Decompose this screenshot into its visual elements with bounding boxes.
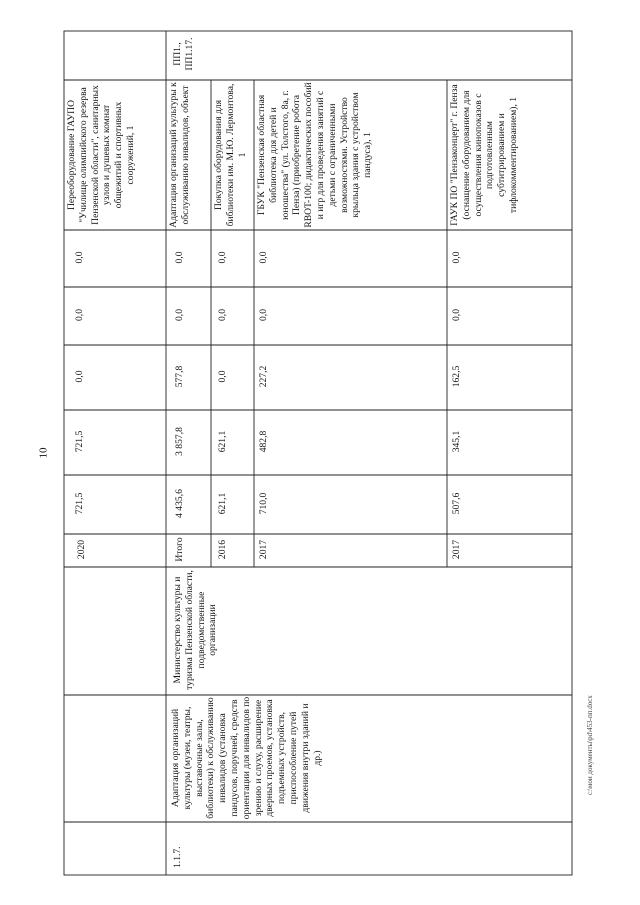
year-2016-value-4: 0,0 — [217, 309, 228, 321]
item-name: Адаптация организаций культуры (музеи, театры, выставочные залы, библиотеки) к обслуживанию инвалидов (установка пандусов, поручней, средств ориентации для инвалидов по зрению и слуху, расширение дверных проемов, установка подъемных устройств, приспособление путей движения внутри зданий и др.) — [170, 696, 323, 820]
carry-total-value: 721,5 — [74, 492, 85, 515]
year-2017a-value-1: 710,0 — [258, 492, 269, 515]
total-value-2: 3 857,8 — [174, 427, 185, 456]
year-2016-value-1: 621,1 — [217, 492, 228, 515]
carry-other-value: 0,0 — [74, 251, 85, 264]
total-value-1: 4 435,6 — [174, 489, 185, 518]
total-label: Итого — [174, 537, 185, 562]
year-2017b-value-3: 162,5 — [451, 365, 462, 388]
year-2017b-label: 2017 — [451, 539, 462, 560]
year-2017a-value-5: 0,0 — [258, 251, 269, 264]
carry-measure-text: Переоборудование ГАУПО "Училище олимпийского резерва Пензенской области", санитарных узлов и душевых комнат общежитий и спортивных сооружений, 1 — [66, 85, 136, 225]
year-2017b-measure-text: ГАУК ПО "Пензаконцерт" г. Пенза (оснащение оборудованием для осуществления кинопоказов с подготовленным субтитрированием и тифлокомментированием), 1 — [449, 84, 519, 226]
page-number: 10 — [37, 447, 50, 459]
year-2017a-label: 2017 — [258, 539, 269, 560]
year-2017b-value-4: 0,0 — [451, 309, 462, 321]
item-executor: Министерство культуры и туризма Пензенской области, подведомственные организации — [172, 570, 219, 690]
year-2016-value-5: 0,0 — [217, 251, 228, 264]
year-2017a-value-4: 0,0 — [258, 309, 269, 321]
year-2017b-value-2: 345,1 — [451, 430, 462, 453]
year-2017b-value-5: 0,0 — [451, 251, 462, 264]
total-value-4: 0,0 — [174, 309, 185, 321]
carry-federal-value: 0,0 — [74, 370, 85, 383]
year-2017a-value-3: 227,2 — [258, 365, 269, 388]
carry-municipal-value: 0,0 — [74, 309, 85, 321]
footer-file-path: c:\мои документы\pd\453-пп.docx — [586, 695, 594, 795]
indicator-text: ПП1., ПП1.17. — [172, 37, 195, 71]
carry-regional-value: 721,5 — [74, 430, 85, 453]
year-2016-value-3: 0,0 — [217, 370, 228, 383]
carry-year: 2020 — [76, 539, 87, 560]
year-2016-measure-text: Покупка оборудования для библиотеки им. М.Ю. Лермонтова, 1 — [213, 83, 248, 227]
year-2017b-value-1: 507,6 — [451, 492, 462, 515]
total-value-5: 0,0 — [174, 251, 185, 264]
year-2016-label: 2016 — [217, 539, 228, 560]
total-measure-text: Адаптация организаций культуры к обслуживанию инвалидов, объект — [168, 82, 191, 228]
item-number: 1.1.7. — [172, 846, 183, 868]
year-2017a-value-2: 482,8 — [258, 430, 269, 453]
year-2016-value-2: 621,1 — [217, 430, 228, 453]
total-value-3: 577,8 — [174, 365, 185, 388]
year-2017a-measure-text: ГБУК "Пензенская областная библиотека для детей и юношества" (ул. Толстого, 8а, г. Пенза) (приобретение робота RBOT-100; дидактических пособий и игр для проведения занятий с детьми с ограниченными возможностями. Устройство крыльца здания с устройством пандуса), 1 — [256, 82, 374, 228]
